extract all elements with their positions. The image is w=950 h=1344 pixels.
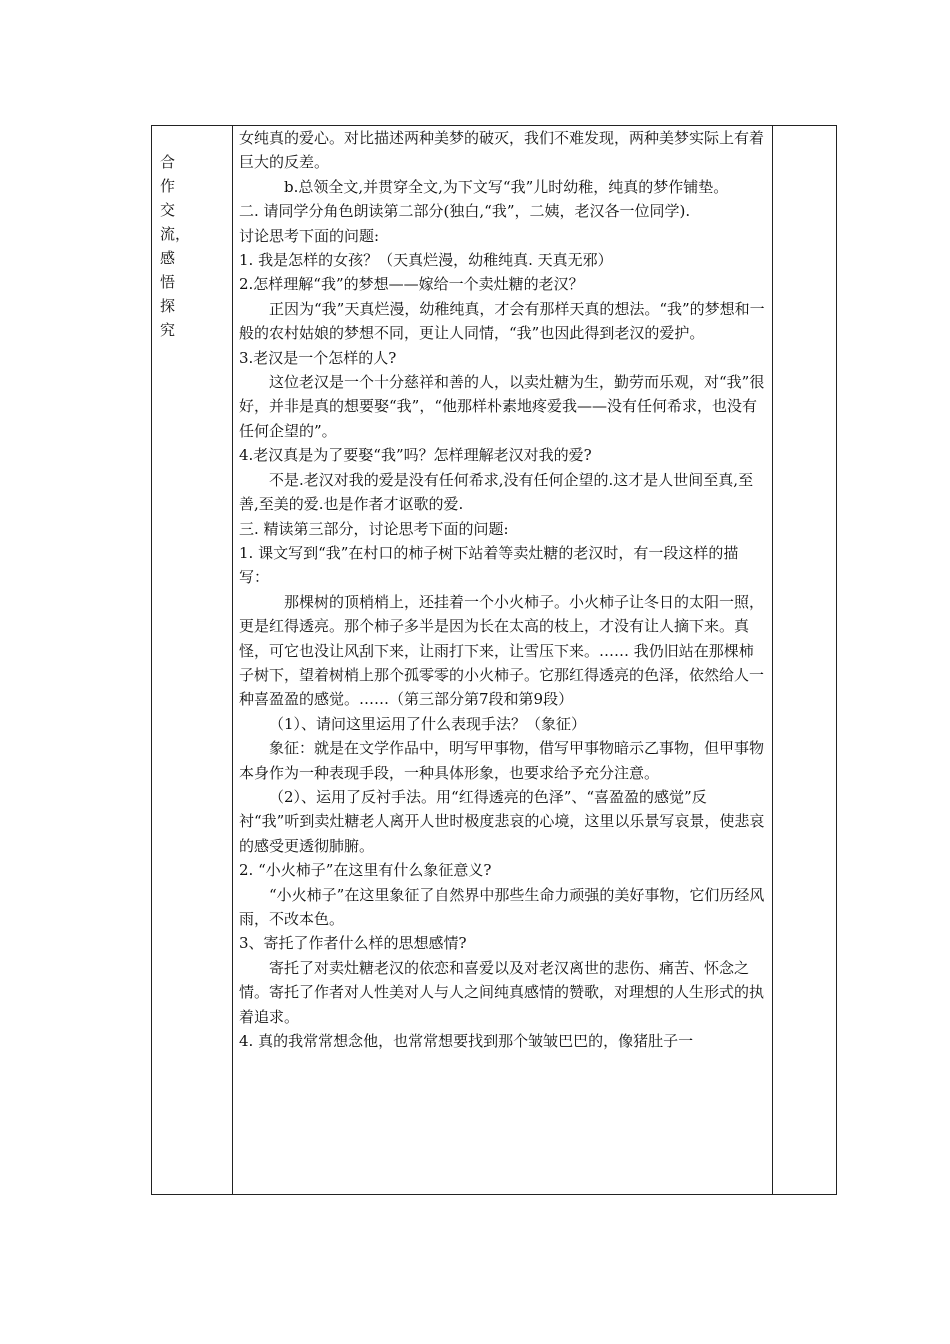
lesson-table [151, 125, 837, 1195]
section-label-column [152, 126, 232, 1194]
paragraph: 二. 请同学分角色朗读第二部分(独白,“我”，二姨，老汉各一位同学). [239, 202, 691, 221]
paragraph: 那棵树的顶梢梢上，还挂着一个小火柿子。小火柿子让冬日的太阳一照，更是红得透亮。那个柿子多半是因为长在太高的枝上，才没有让人摘下来。真怪，可它也没让风刮下来，让雨打下来，让雪压下来。…… 我仍旧站在那棵柿子树下，望着树梢上那个孤零零的小火柿子。它那红得透亮的色泽，依然给人一种喜盈盈的感觉。……（第三部分第7段和第9段） [239, 592, 765, 709]
remarks-column [773, 126, 836, 1194]
section-label [152, 150, 232, 342]
paragraph: 女纯真的爱心。对比描述两种美梦的破灭，我们不难发现，两种美梦实际上有着巨大的反差。 [239, 129, 765, 172]
paragraph: 这位老汉是一个十分慈祥和善的人，以卖灶糖为生，勤劳而乐观，对“我”很好，并非是真的想要娶“我”，“他那样朴素地疼爱我——没有任何希求，也没有任何企望的”。 [239, 373, 765, 440]
section-label-char: 悟 [160, 273, 176, 291]
paragraph: 3、寄托了作者什么样的思想感情? [239, 934, 467, 953]
paragraph: 4. 真的我常常想念他，也常常想要找到那个皱皱巴巴的，像猪肚子一 [239, 1032, 694, 1051]
paragraph: “小火柿子”在这里象征了自然界中那些生命力顽强的美好事物，它们历经风雨，不改本色。 [239, 885, 765, 928]
section-label-char: 感 [160, 249, 176, 267]
section-label-char: 交 [160, 201, 176, 219]
section-label-char: 流， [160, 225, 191, 243]
paragraph: 寄托了对卖灶糖老汉的依恋和喜爱以及对老汉离世的悲伤、痛苦、怀念之情。寄托了作者对人性美对人与人之间纯真感情的赞歌，对理想的人生形式的执着追求。 [239, 958, 765, 1026]
paragraph: 象征：就是在文学作品中，明写甲事物，借写甲事物暗示乙事物，但甲事物本身作为一种表现手段，一种具体形象，也要求给予充分注意。 [239, 739, 765, 782]
paragraph: 讨论思考下面的问题: [239, 226, 380, 245]
paragraph: 正因为“我”天真烂漫，幼稚纯真，才会有那样天真的想法。“我”的梦想和一般的农村姑娘的梦想不同，更让人同情，“我”也因此得到老汉的爱护。 [239, 299, 765, 343]
paragraph: 1. 我是怎样的女孩？（天真烂漫，幼稚纯真. 天真无邪） [239, 251, 613, 270]
paragraph: 3.老汉是一个怎样的人? [239, 348, 397, 367]
lesson-content [239, 126, 765, 1053]
paragraph: 三. 精读第三部分，讨论思考下面的问题: [239, 519, 509, 538]
paragraph: 2. “小火柿子”在这里有什么象征意义? [239, 861, 492, 880]
paragraph: （1）、请问这里运用了什么表现手法？（象征） [269, 714, 587, 733]
section-label-char: 究 [160, 321, 176, 339]
paragraph: 2.怎样理解“我”的梦想——嫁给一个卖灶糖的老汉？ [239, 275, 584, 294]
paragraph: b.总领全文,并贯穿全文,为下文写“我”儿时幼稚，纯真的梦作铺垫。 [284, 177, 729, 196]
paragraph: 不是.老汉对我的爱是没有任何希求,没有任何企望的.这才是人世间至真,至善,至美的爱.也是作者才讴歌的爱. [239, 470, 754, 514]
section-label-char: 合 [160, 153, 176, 171]
section-label-char: 探 [160, 297, 176, 315]
section-label-char: 作 [160, 177, 176, 195]
paragraph: 1. 课文写到“我”在村口的柿子树下站着等卖灶糖的老汉时，有一段这样的描写： [239, 543, 739, 587]
paragraph: 4.老汉真是为了要娶“我”吗？怎样理解老汉对我的爱? [239, 446, 592, 465]
column-divider-left [232, 126, 233, 1194]
paragraph: （2）、运用了反衬手法。用“红得透亮的色泽”、“喜盈盈的感觉”反衬“我”听到卖灶糖老人离开人世时极度悲哀的心境，这里以乐景写哀景，使悲哀的感受更透彻肺腑。 [239, 787, 765, 855]
